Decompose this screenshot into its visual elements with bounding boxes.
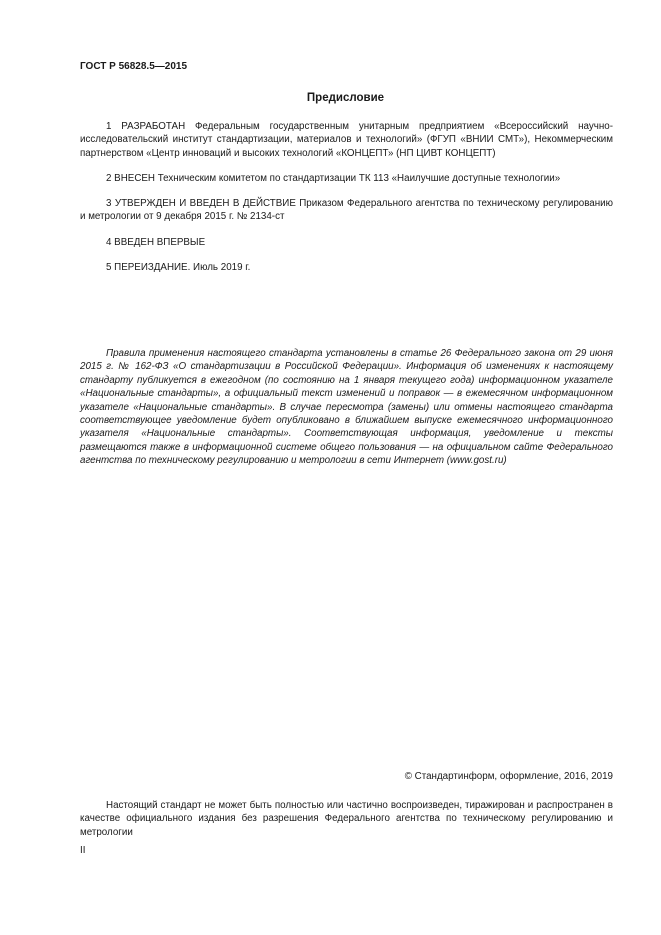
preface-item-developed: 1 РАЗРАБОТАН Федеральным государственным унитарным предприятием «Всероссийский научно-исследовательский институт стандартизации, материалов и технологий» (ФГУП «ВНИИ СМТ»), Некоммерческим партнерством «Центр инноваций и высоких технологий «КОНЦЕПТ» (НП ЦИВТ КОНЦЕПТ) [80, 121, 613, 159]
standard-id-header: ГОСТ Р 56828.5—2015 [80, 61, 188, 72]
preface-item-introduced: 2 ВНЕСЕН Техническим комитетом по стандартизации ТК 113 «Наилучшие доступные технологии» [106, 172, 561, 184]
preface-item-first-introduced: 4 ВВЕДЕН ВПЕРВЫЕ [106, 236, 206, 248]
page-number: II [80, 845, 86, 856]
preface-body [80, 120, 613, 286]
preface-item-approved: 3 УТВЕРЖДЕН И ВВЕДЕН В ДЕЙСТВИЕ Приказом Федерального агентства по техническому регулированию и метрологии от 9 декабря 2015 г. № 2134-ст [80, 198, 613, 223]
reproduction-restriction-note: Настоящий стандарт не может быть полностью или частично воспроизведен, тиражирован и распространен в качестве официального издания без разрешения Федерального агентства по техническому регулированию и метрологии [80, 800, 613, 838]
section-title: Предисловие [306, 92, 385, 104]
preface-item-reissue: 5 ПЕРЕИЗДАНИЕ. Июль 2019 г. [106, 262, 251, 274]
copyright-line: © Стандартинформ, оформление, 2016, 2019 [404, 771, 613, 782]
application-rules-notice: Правила применения настоящего стандарта установлены в статье 26 Федерального закона от 29 июня 2015 г. № 162-ФЗ «О стандартизации в Российской Федерации». Информация об изменениях к настоящему стандарту публикуется в ежегодном (по состоянию на 1 января текущего года) информационном указателе «Национальные стандарты», а официальный текст изменений и поправок — в ежемесячном информационном указателе «Национальные стандарты». В случае пересмотра (замены) или отмены настоящего стандарта соответствующее уведомление будет опубликовано в ближайшем выпуске ежемесячного информационного указателя «Национальные стандарты». Соответствующая информация, уведомление и тексты размещаются также в информационной системе общего пользования — на официальном сайте Федерального агентства по техническому регулированию и метрологии в сети Интернет (www.gost.ru) [80, 348, 613, 467]
